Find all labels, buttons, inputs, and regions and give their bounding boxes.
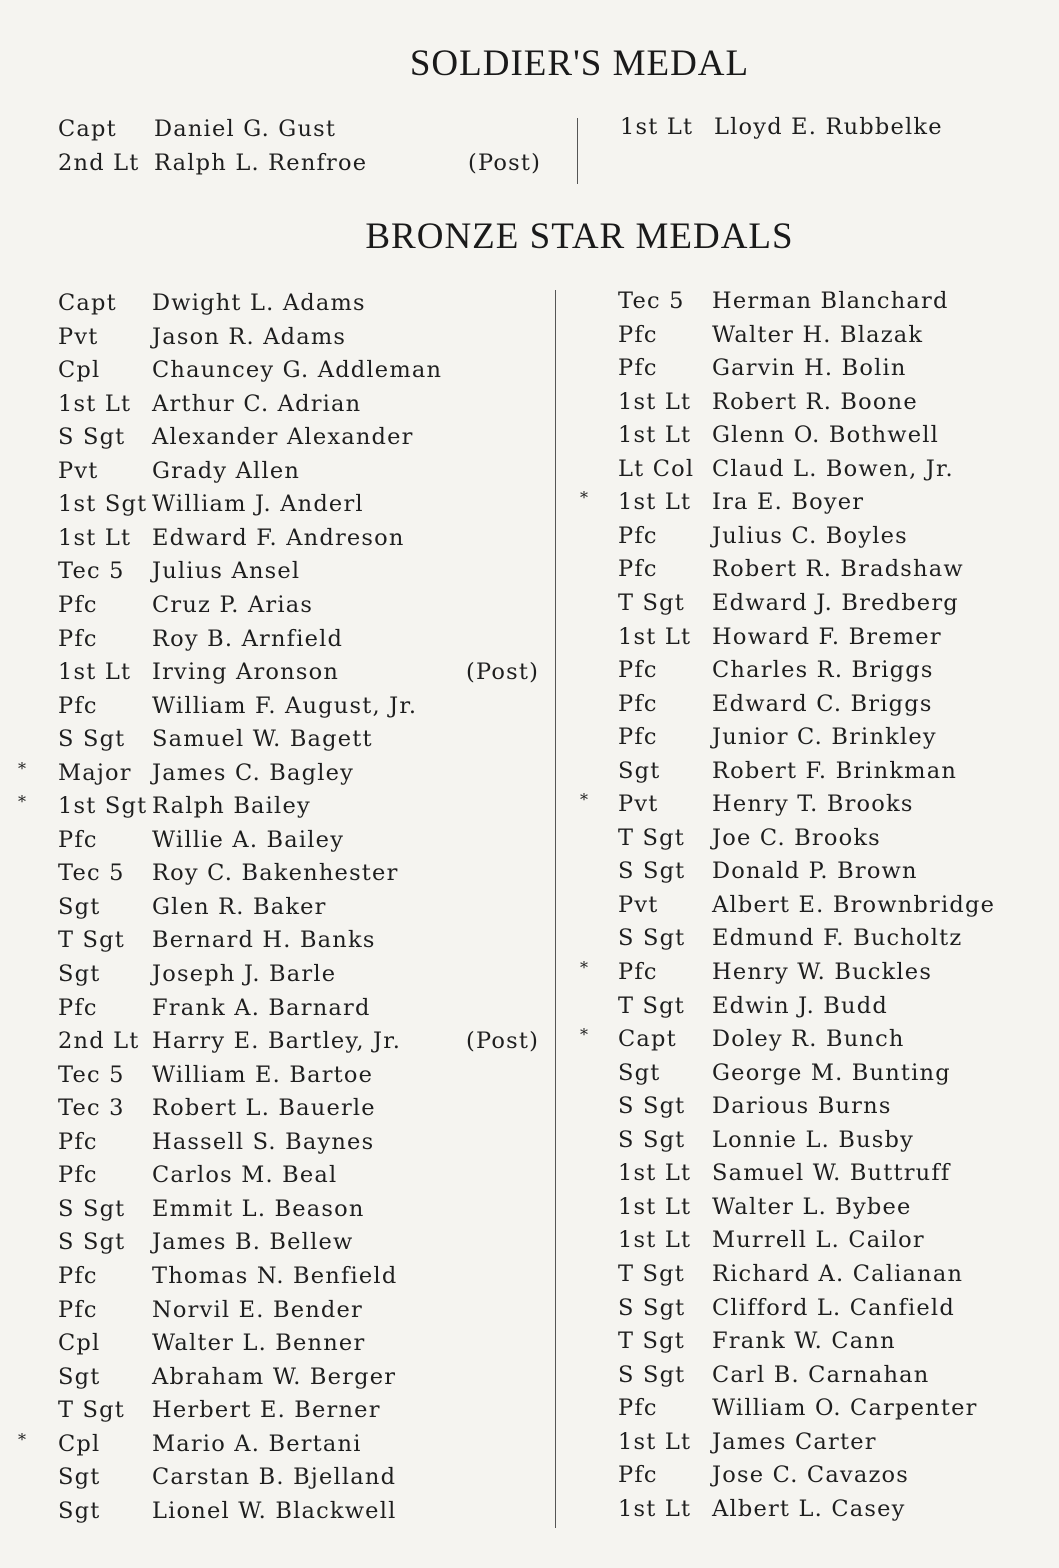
rank-label: S Sgt [618,925,686,952]
soldier-name: Frank W. Cann [712,1328,896,1355]
soldier-name: Samuel W. Bagett [152,726,373,753]
soldier-name: Harry E. Bartley, Jr. [152,1028,402,1055]
soldier-name: Murrell L. Cailor [712,1227,925,1254]
posthumous-marker: * [18,758,28,778]
soldier-name: Edward F. Andreson [152,524,405,551]
rank-label: Pfc [618,522,658,549]
rank-label: T Sgt [618,1328,686,1355]
rank-label: Capt [58,116,117,142]
soldier-name: Norvil E. Bender [152,1296,363,1323]
rank-label: 1st Lt [58,524,132,551]
rank-label: S Sgt [618,1093,686,1120]
rank-label: Pfc [618,355,658,382]
rank-label: Pvt [58,323,99,350]
rank-label: Pfc [618,1395,658,1422]
rank-label: Sgt [618,1059,661,1086]
rank-label: S Sgt [618,1126,686,1153]
rank-label: Tec 5 [58,860,125,887]
rank-label: 1st Lt [618,1495,692,1522]
rank-label: Sgt [58,961,101,987]
posthumous-note: (Post) [466,659,540,686]
soldier-name: Clifford L. Canfield [712,1294,955,1321]
rank-label: T Sgt [618,992,686,1019]
soldier-name: Bernard H. Banks [152,927,376,954]
rank-label: S Sgt [618,1361,686,1388]
soldier-name: Julius C. Boyles [712,522,908,549]
rank-label: 1st Lt [618,422,692,449]
soldier-name: James C. Bagley [152,759,355,786]
soldier-name: Doley R. Bunch [712,1026,905,1053]
rank-label: Pfc [58,625,98,652]
soldier-name: Robert F. Brinkman [712,757,958,784]
soldier-name: Julius Ansel [152,558,301,585]
rank-label: S Sgt [618,858,686,885]
soldier-name: Henry T. Brooks [712,791,914,818]
soldier-name: William E. Bartoe [152,1061,374,1088]
rank-label: T Sgt [58,1397,126,1424]
rank-label: Pfc [618,959,658,985]
rank-label: 1st Lt [618,1193,692,1220]
rank-label: Pvt [618,791,659,818]
soldier-name: Carlos M. Beal [152,1162,338,1189]
rank-label: 1st Lt [58,659,132,686]
soldier-name: Junior C. Brinkley [712,724,937,751]
soldier-name: Ralph Bailey [152,793,311,820]
posthumous-marker: * [18,792,28,812]
soldiers-medal-divider [577,118,578,184]
soldier-name: James B. Bellew [152,1229,354,1256]
soldier-name: Ralph L. Renfroe [154,149,368,176]
rank-label: S Sgt [58,1195,126,1222]
rank-label: Sgt [618,757,661,784]
rank-label: Pfc [618,321,658,348]
posthumous-marker: * [580,958,590,977]
rank-label: Pvt [58,457,99,484]
rank-label: Pfc [58,1162,98,1189]
soldier-name: Garvin H. Bolin [712,355,907,382]
rank-label: 1st Lt [618,1160,692,1187]
rank-label: Pfc [618,690,658,717]
soldier-name: Glenn O. Bothwell [712,422,940,449]
posthumous-marker: * [580,1025,590,1045]
soldier-name: Herbert E. Berner [152,1397,381,1424]
soldier-name: Walter H. Blazak [712,321,924,348]
rank-label: T Sgt [618,1260,686,1287]
rank-label: 1st Sgt [58,491,148,518]
soldier-name: Cruz P. Arias [152,591,314,618]
bronze-star-divider [555,290,556,1528]
soldier-name: Lloyd E. Rubbelke [714,114,943,140]
soldier-name: Edward J. Bredberg [712,589,959,616]
soldiers-medal-heading: SOLDIER'S MEDAL [409,43,750,84]
rank-label: Pfc [58,994,98,1021]
soldier-name: Albert L. Casey [712,1495,906,1522]
soldier-name: Emmit L. Beason [152,1195,365,1222]
soldier-name: Darious Burns [712,1093,892,1120]
rank-label: Tec 3 [58,1095,125,1122]
soldier-name: Roy C. Bakenhester [152,860,399,887]
rank-label: Capt [58,290,117,316]
soldier-name: Edmund F. Bucholtz [712,925,963,952]
soldier-name: Albert E. Brownbridge [712,891,996,918]
soldier-name: Jose C. Cavazos [712,1462,910,1489]
rank-label: Cpl [58,357,101,384]
soldier-name: James Carter [712,1428,877,1455]
soldier-name: Robert R. Bradshaw [712,556,964,583]
soldier-name: Daniel G. Gust [154,116,337,142]
rank-label: Pfc [618,724,658,751]
soldier-name: Alexander Alexander [152,424,414,451]
soldier-name: Edward C. Briggs [712,690,933,717]
rank-label: T Sgt [58,927,126,954]
rank-label: Pfc [58,591,98,618]
soldier-name: Carl B. Carnahan [712,1361,930,1388]
posthumous-marker: * [580,488,590,508]
soldier-name: Walter L. Benner [152,1330,366,1357]
rank-label: Pfc [618,556,658,583]
rank-label: Tec 5 [618,288,685,314]
rank-label: Lt Col [618,455,695,482]
soldier-name: Richard A. Calianan [712,1260,964,1287]
rank-label: Sgt [58,1363,101,1390]
soldier-name: Irving Aronson [152,659,340,686]
soldier-name: Grady Allen [152,457,301,484]
soldier-name: Charles R. Briggs [712,657,934,684]
soldier-name: William F. August, Jr. [152,692,418,719]
rank-label: 1st Lt [618,388,692,415]
soldier-name: William O. Carpenter [712,1395,978,1422]
soldier-name: Lonnie L. Busby [712,1126,915,1153]
soldier-name: Hassell S. Baynes [152,1128,375,1155]
soldier-name: Jason R. Adams [152,323,347,350]
rank-label: 1st Lt [618,623,692,650]
soldier-name: Robert L. Bauerle [152,1095,376,1122]
rank-label: Sgt [58,893,101,920]
rank-label: Tec 5 [58,1061,125,1088]
soldier-name: Howard F. Bremer [712,623,942,650]
rank-label: 1st Lt [618,1428,692,1455]
soldier-name: Joseph J. Barle [152,961,337,987]
rank-label: Pfc [618,657,658,684]
rank-label: 1st Lt [618,1227,692,1254]
soldier-name: Henry W. Buckles [712,959,933,985]
rank-label: 1st Sgt [58,793,148,820]
bronze-star-heading: BRONZE STAR MEDALS [365,216,794,257]
soldier-name: Samuel W. Buttruff [712,1160,951,1187]
rank-label: Pvt [618,891,659,918]
rank-label: S Sgt [618,1294,686,1321]
soldier-name: Frank A. Barnard [152,994,371,1021]
rank-label: Pfc [58,826,98,853]
rank-label: Pfc [58,1128,98,1155]
rank-label: Pfc [618,1462,658,1489]
posthumous-marker: * [580,790,590,810]
rank-label: Capt [618,1026,677,1053]
soldier-name: William J. Anderl [152,491,364,518]
rank-label: 1st Lt [618,489,692,516]
soldier-name: Mario A. Bertani [152,1430,362,1457]
rank-label: S Sgt [58,424,126,451]
soldier-name: Robert R. Boone [712,388,918,415]
soldier-name: Arthur C. Adrian [152,390,362,417]
rank-label: 2nd Lt [58,149,140,176]
soldier-name: Abraham W. Berger [152,1363,397,1390]
soldier-name: Lionel W. Blackwell [152,1497,397,1524]
soldier-name: Willie A. Bailey [152,826,345,853]
rank-label: S Sgt [58,726,126,753]
soldier-name: Carstan B. Bjelland [152,1464,397,1491]
rank-label: Tec 5 [58,558,125,585]
soldier-name: Chauncey G. Addleman [152,357,443,384]
soldier-name: Walter L. Bybee [712,1193,912,1220]
soldier-name: Herman Blanchard [712,288,949,314]
rank-label: S Sgt [58,1229,126,1256]
posthumous-note: (Post) [466,1028,540,1055]
posthumous-note: (Post) [468,149,542,176]
rank-label: Sgt [58,1464,101,1491]
soldier-name: Glen R. Baker [152,893,327,920]
rank-label: Pfc [58,1262,98,1289]
rank-label: 1st Lt [620,114,694,140]
soldier-name: George M. Bunting [712,1059,951,1086]
rank-label: Cpl [58,1430,101,1457]
soldier-name: Roy B. Arnfield [152,625,344,652]
rank-label: Major [58,759,132,786]
rank-label: Cpl [58,1330,101,1357]
rank-label: 2nd Lt [58,1028,140,1055]
rank-label: 1st Lt [58,390,132,417]
soldier-name: Thomas N. Benfield [152,1262,398,1289]
soldier-name: Donald P. Brown [712,858,918,885]
rank-label: Sgt [58,1497,101,1524]
soldier-name: Ira E. Boyer [712,489,865,516]
soldier-name: Claud L. Bowen, Jr. [712,455,954,482]
rank-label: Pfc [58,1296,98,1323]
rank-label: Pfc [58,692,98,719]
posthumous-marker: * [18,1429,28,1449]
rank-label: T Sgt [618,824,686,851]
rank-label: T Sgt [618,589,686,616]
soldier-name: Dwight L. Adams [152,290,366,316]
soldier-name: Joe C. Brooks [712,824,881,851]
soldier-name: Edwin J. Budd [712,992,888,1019]
